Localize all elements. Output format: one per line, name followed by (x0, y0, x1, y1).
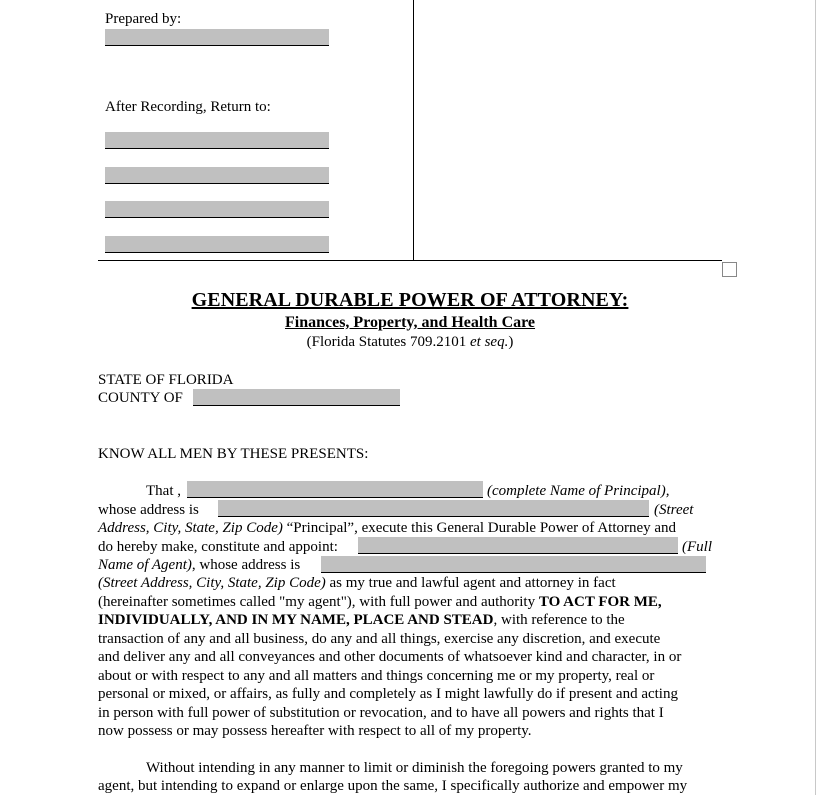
prepared-by-field[interactable] (105, 29, 329, 46)
body-line-5: and deliver any and all conveyances and other documents of whatsoever kind and character, in or (98, 649, 682, 665)
agent-line: Name of Agent), whose address is (98, 557, 301, 573)
document-subtitle: Finances, Property, and Health Care (284, 314, 536, 331)
para2-line-1: Without intending in any manner to limit or diminish the foregoing powers granted to my (146, 760, 683, 776)
agent-address-field[interactable] (321, 556, 706, 573)
principal-line: Address, City, State, Zip Code) “Principal”, execute this General Durable Power of Attorney and (98, 520, 677, 536)
prepared-by-label: Prepared by: (105, 11, 182, 27)
body-line-9: now possess or may possess hereafter with respect to all of my property. (98, 723, 532, 739)
header-divider-vertical (413, 0, 414, 261)
return-to-field-1[interactable] (105, 132, 329, 149)
after-recording-label: After Recording, Return to: (105, 99, 271, 115)
street-hint-1: (Street (654, 502, 694, 518)
return-to-field-3[interactable] (105, 201, 329, 218)
table-resize-handle[interactable] (722, 262, 737, 277)
principal-hint: (complete Name of Principal), (487, 483, 670, 499)
body-line-1: (Street Address, City, State, Zip Code) as my true and lawful agent and attorney in fact (98, 575, 616, 591)
intro-text: KNOW ALL MEN BY THESE PRESENTS: (98, 446, 369, 462)
county-field[interactable] (193, 389, 400, 406)
document-title: GENERAL DURABLE POWER OF ATTORNEY: (191, 289, 629, 311)
agent-name-field[interactable] (358, 537, 678, 554)
body-line-7: personal or mixed, or affairs, as fully and completely as I might lawfully do if present and acting (98, 686, 678, 702)
full-hint: (Full (682, 539, 712, 555)
principal-name-field[interactable] (187, 481, 483, 498)
page-edge (815, 0, 816, 795)
para2-line-2: agent, but intending to expand or enlarge upon the same, I specifically authorize and empower my (98, 778, 688, 794)
return-to-field-2[interactable] (105, 167, 329, 184)
principal-address-field[interactable] (218, 500, 649, 517)
body-line-6: about or with respect to any and all matters and things concerning me or my property, real or (98, 668, 655, 684)
body-line-4: transaction of any and all business, do any and all things, exercise any discretion, and execute (98, 631, 661, 647)
return-to-field-4[interactable] (105, 236, 329, 253)
that-text: That , (146, 483, 181, 499)
state-label: STATE OF FLORIDA (98, 372, 234, 388)
appoint-text: do hereby make, constitute and appoint: (98, 539, 338, 555)
body-line-3: INDIVIDUALLY, AND IN MY NAME, PLACE AND STEAD, with reference to the (98, 612, 625, 628)
county-label: COUNTY OF (98, 390, 183, 406)
body-line-2: (hereinafter sometimes called "my agent"), with full power and authority TO ACT FOR ME, (98, 594, 662, 610)
whose-address-text: whose address is (98, 502, 199, 518)
header-divider-horizontal (98, 260, 722, 261)
statute-citation: (Florida Statutes 709.2101 et seq.) (306, 334, 514, 350)
body-line-8: in person with full power of substitution or revocation, and to have all powers and rights that I (98, 705, 664, 721)
